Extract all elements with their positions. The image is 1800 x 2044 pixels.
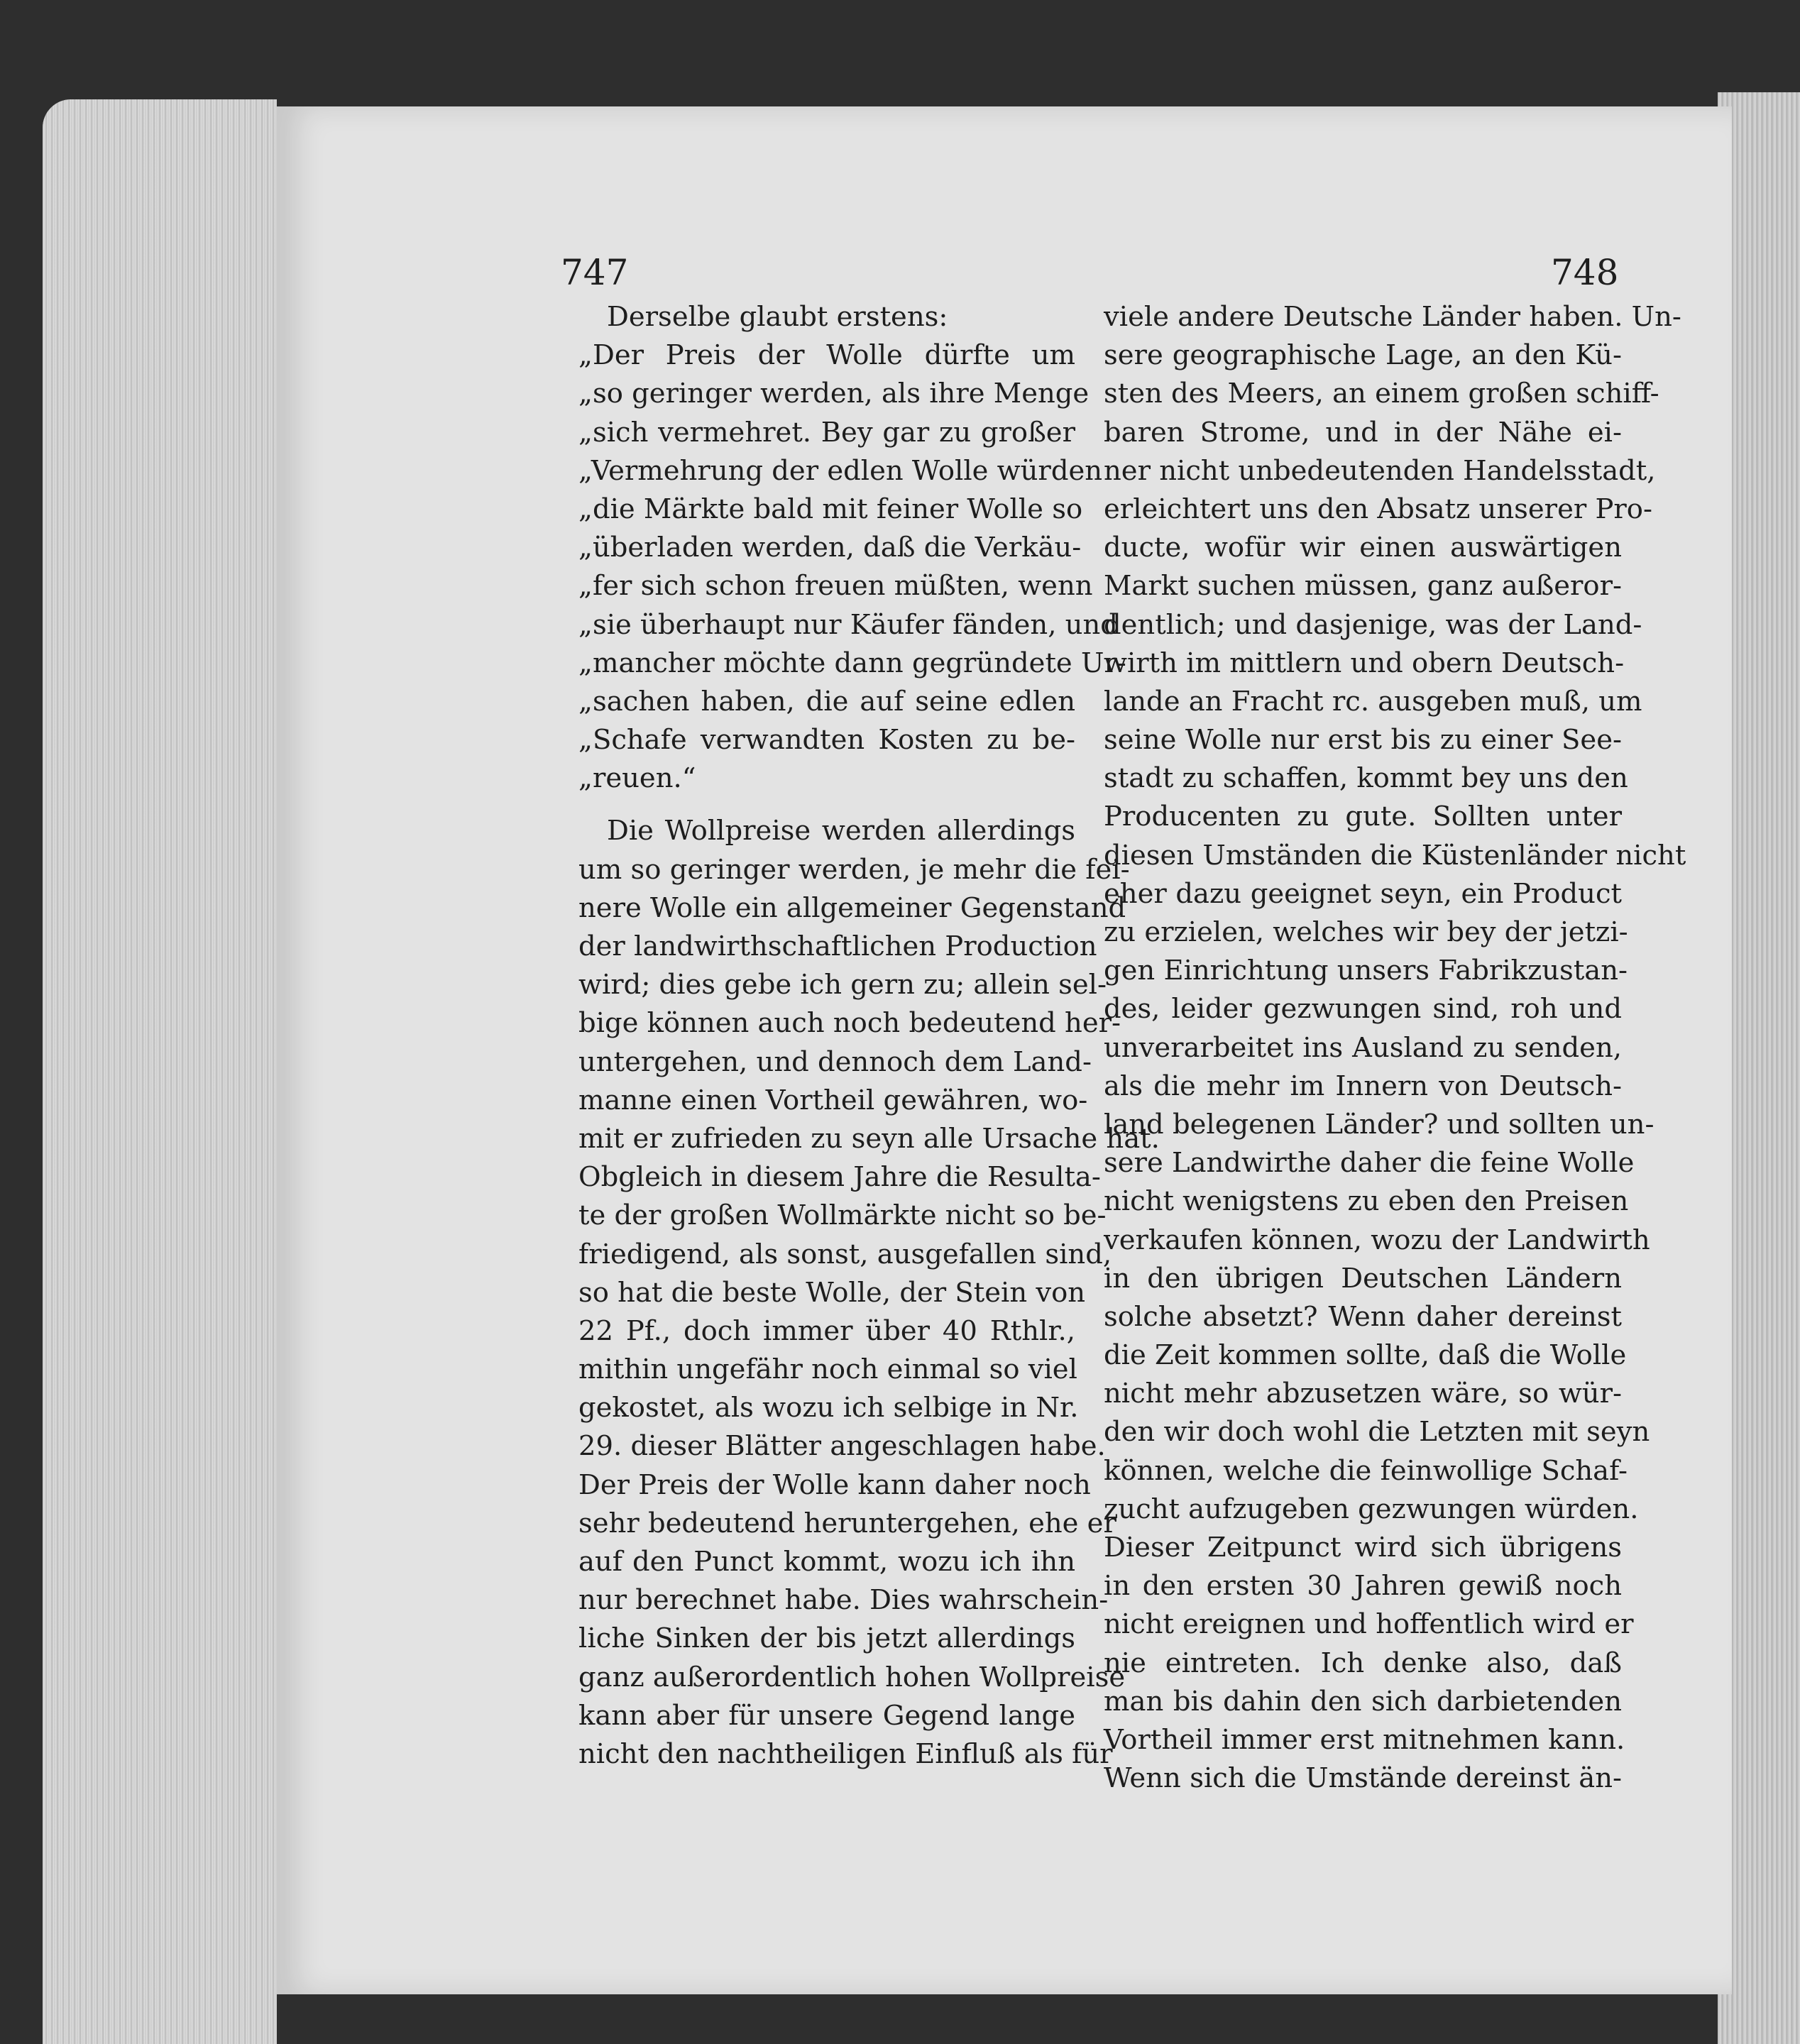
text-line: viele andere Deutsche Länder haben. Un- xyxy=(1104,301,1681,333)
text-line: die Zeit kommen sollte, daß die Wolle xyxy=(1104,1339,1627,1372)
text-line: Wenn sich die Umstände dereinst än- xyxy=(1104,1762,1622,1795)
text-line: nicht ereignen und hoffentlich wird er xyxy=(1104,1608,1634,1641)
text-line: Producenten zu gute. Sollten unter xyxy=(1104,801,1622,833)
page-stack-edge xyxy=(43,99,277,2044)
text-line: „sachen haben, die auf seine edlen xyxy=(578,685,1075,718)
text-line: nicht mehr abzusetzen wäre, so wür- xyxy=(1104,1378,1622,1410)
text-line: „sich vermehret. Bey gar zu großer xyxy=(578,416,1075,449)
right-column-text xyxy=(1104,298,1686,1798)
text-line: unverarbeitet ins Ausland zu senden, xyxy=(1104,1031,1622,1064)
text-line: Die Wollpreise werden allerdings xyxy=(607,815,1075,847)
text-line: gekostet, als wozu ich selbige in Nr. xyxy=(578,1392,1079,1424)
text-line: Der Preis der Wolle kann daher noch xyxy=(578,1468,1091,1501)
text-line: um so geringer werden, je mehr die fei- xyxy=(578,853,1130,886)
text-line: seine Wolle nur erst bis zu einer See- xyxy=(1104,724,1622,757)
text-line: Dieser Zeitpunct wird sich übrigens xyxy=(1104,1532,1622,1564)
text-line: „reuen.“ xyxy=(578,762,696,795)
text-line: verkaufen können, wozu der Landwirth xyxy=(1104,1224,1650,1256)
text-line: nie eintreten. Ich denke also, daß xyxy=(1104,1647,1622,1679)
text-line: „sie überhaupt nur Käufer fänden, und xyxy=(578,608,1118,641)
text-line: diesen Umständen die Küstenländer nicht xyxy=(1104,839,1686,872)
text-line: in den ersten 30 Jahren gewiß noch xyxy=(1104,1570,1622,1603)
text-line: man bis dahin den sich darbietenden xyxy=(1104,1685,1622,1718)
text-line: „Der Preis der Wolle dürfte um xyxy=(578,339,1075,372)
text-line: des, leider gezwungen sind, roh und xyxy=(1104,993,1622,1026)
paragraph-gap xyxy=(578,798,1075,812)
text-line: 22 Pf., doch immer über 40 Rthlr., xyxy=(578,1314,1075,1347)
text-line: nere Wolle ein allgemeiner Gegenstand xyxy=(578,891,1126,924)
text-line: der landwirthschaftlichen Production xyxy=(578,930,1097,962)
text-line: ner nicht unbedeutenden Handelsstadt, xyxy=(1104,454,1656,487)
text-line: 29. dieser Blätter angeschlagen habe. xyxy=(578,1430,1106,1463)
text-line: nicht wenigstens zu eben den Preisen xyxy=(1104,1185,1629,1218)
text-line: den wir doch wohl die Letzten mit seyn xyxy=(1104,1416,1650,1449)
text-line: „mancher möchte dann gegründete Ur- xyxy=(578,647,1126,679)
text-line: „Schafe verwandten Kosten zu be- xyxy=(578,724,1075,757)
text-line: solche absetzt? Wenn daher dereinst xyxy=(1104,1300,1622,1333)
text-line: können, welche die feinwollige Schaf- xyxy=(1104,1454,1628,1487)
text-line: auf den Punct kommt, wozu ich ihn xyxy=(578,1546,1075,1578)
text-line: in den übrigen Deutschen Ländern xyxy=(1104,1262,1622,1295)
text-line: sere geographische Lage, an den Kü- xyxy=(1104,339,1622,372)
text-line: ducte, wofür wir einen auswärtigen xyxy=(1104,532,1622,564)
text-line: lande an Fracht rc. ausgeben muß, um xyxy=(1104,685,1642,718)
text-line: gen Einrichtung unsers Fabrikzustan- xyxy=(1104,955,1628,987)
text-line: sere Landwirthe daher die feine Wolle xyxy=(1104,1147,1635,1180)
text-line: bige können auch noch bedeutend her- xyxy=(578,1007,1121,1040)
text-line: land belegenen Länder? und sollten un- xyxy=(1104,1108,1654,1141)
text-line: „so geringer werden, als ihre Menge xyxy=(578,378,1090,410)
text-line: sehr bedeutend heruntergehen, ehe er xyxy=(578,1507,1116,1539)
text-line: ganz außerordentlich hohen Wollpreise xyxy=(578,1661,1126,1693)
text-line: Derselbe glaubt erstens: xyxy=(607,301,948,333)
text-line: erleichtert uns den Absatz unserer Pro- xyxy=(1104,493,1652,525)
text-line: zucht aufzugeben gezwungen würden. xyxy=(1104,1493,1639,1525)
text-line: zu erzielen, welches wir bey der jetzi- xyxy=(1104,916,1628,948)
text-line: manne einen Vortheil gewähren, wo- xyxy=(578,1084,1088,1116)
text-line: eher dazu geeignet seyn, ein Product xyxy=(1104,877,1622,910)
right-page-number: 748 xyxy=(1551,252,1619,293)
text-line: dentlich; und dasjenige, was der Land- xyxy=(1104,608,1642,641)
text-line: wird; dies gebe ich gern zu; allein sel- xyxy=(578,969,1107,1001)
text-line: nur berechnet habe. Dies wahrschein- xyxy=(578,1584,1109,1617)
text-line: „die Märkte bald mit feiner Wolle so xyxy=(578,493,1083,525)
text-line: als die mehr im Innern von Deutsch- xyxy=(1104,1070,1622,1102)
text-line: kann aber für unsere Gegend lange xyxy=(578,1699,1075,1732)
text-line: „überladen werden, daß die Verkäu- xyxy=(578,532,1082,564)
text-line: stadt zu schaffen, kommt bey uns den xyxy=(1104,762,1628,795)
text-line: friedigend, als sonst, ausgefallen sind, xyxy=(578,1238,1112,1270)
text-line: „fer sich schon freuen müßten, wenn xyxy=(578,570,1093,603)
text-line: liche Sinken der bis jetzt allerdings xyxy=(578,1622,1075,1655)
text-line: Obgleich in diesem Jahre die Resulta- xyxy=(578,1161,1101,1194)
text-line: wirth im mittlern und obern Deutsch- xyxy=(1104,647,1625,679)
text-line: „Vermehrung der edlen Wolle würden xyxy=(578,454,1103,487)
text-line: untergehen, und dennoch dem Land- xyxy=(578,1045,1092,1078)
text-line: te der großen Wollmärkte nicht so be- xyxy=(578,1199,1107,1232)
left-page-number: 747 xyxy=(561,252,629,293)
text-line: Markt suchen müssen, ganz außeror- xyxy=(1104,570,1622,603)
left-column-text xyxy=(578,298,1160,1774)
text-line: nicht den nachtheiligen Einfluß als für xyxy=(578,1737,1113,1770)
text-line: baren Strome, und in der Nähe ei- xyxy=(1104,416,1622,449)
text-line: sten des Meers, an einem großen schiff- xyxy=(1104,378,1659,410)
text-line: mit er zufrieden zu seyn alle Ursache hat. xyxy=(578,1122,1160,1155)
text-line: so hat die beste Wolle, der Stein von xyxy=(578,1276,1086,1309)
text-line: mithin ungefähr noch einmal so viel xyxy=(578,1353,1077,1386)
text-line: Vortheil immer erst mitnehmen kann. xyxy=(1104,1723,1625,1756)
